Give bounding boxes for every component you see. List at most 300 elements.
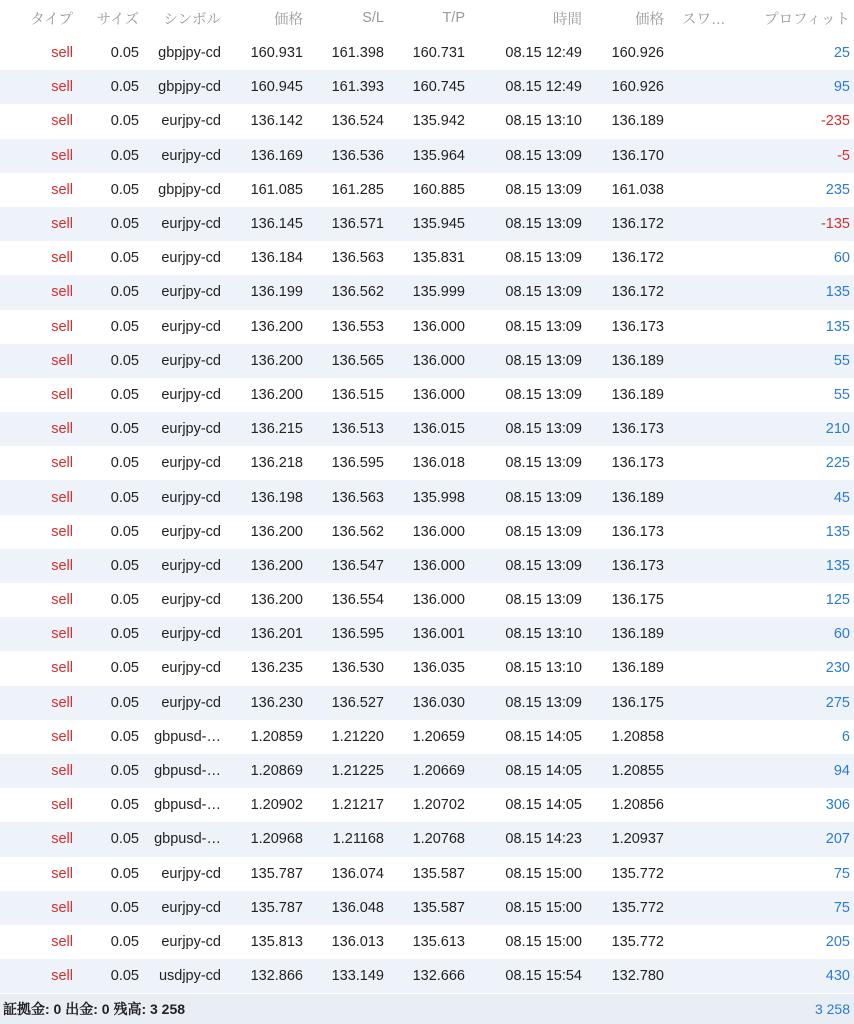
- table-row[interactable]: [0, 275, 854, 309]
- position-type: sell: [51, 797, 73, 814]
- current-price: 136.172: [611, 250, 664, 267]
- take-profit: 136.000: [412, 352, 465, 369]
- table-row[interactable]: [0, 378, 854, 412]
- position-size: 0.05: [110, 523, 139, 540]
- stop-loss: 136.565: [331, 352, 384, 369]
- position-size: 0.05: [110, 865, 139, 882]
- open-time: 08.15 12:49: [505, 45, 582, 62]
- table-row[interactable]: [0, 446, 854, 480]
- account-summary: 証拠金: 0 出金: 0 残高: 3 258: [3, 1001, 186, 1017]
- open-price: 135.787: [250, 865, 303, 882]
- current-price: 136.172: [611, 284, 664, 301]
- current-price: 136.170: [611, 147, 664, 164]
- position-swap: [668, 241, 732, 275]
- position-profit: 6: [841, 728, 850, 745]
- take-profit: 136.000: [412, 592, 465, 609]
- position-profit: -135: [820, 216, 850, 233]
- stop-loss: 136.048: [331, 899, 384, 916]
- position-type: sell: [51, 147, 73, 164]
- position-size: 0.05: [110, 113, 139, 130]
- position-profit: 135: [825, 523, 850, 540]
- position-swap: [668, 446, 732, 480]
- open-price: 136.199: [250, 284, 303, 301]
- table-row[interactable]: [0, 104, 854, 138]
- current-price: 135.772: [611, 899, 664, 916]
- header-swap[interactable]: スワ…: [682, 11, 726, 28]
- position-profit: 135: [825, 284, 850, 301]
- stop-loss: 136.513: [331, 421, 384, 438]
- position-symbol: gbpusd-…: [154, 728, 221, 745]
- open-price: 160.931: [250, 45, 303, 62]
- take-profit: 135.587: [412, 899, 465, 916]
- take-profit: 160.885: [412, 181, 465, 198]
- position-profit: 306: [825, 797, 850, 814]
- position-swap: [668, 207, 732, 241]
- position-symbol: eurjpy-cd: [161, 523, 221, 540]
- take-profit: 1.20659: [412, 728, 465, 745]
- position-profit: 210: [825, 421, 850, 438]
- take-profit: 136.001: [412, 626, 465, 643]
- table-row[interactable]: [0, 412, 854, 446]
- position-symbol: eurjpy-cd: [161, 386, 221, 403]
- table-row[interactable]: [0, 70, 854, 104]
- stop-loss: 136.562: [331, 284, 384, 301]
- position-swap: [668, 275, 732, 309]
- position-swap: [668, 515, 732, 549]
- current-price: 1.20858: [611, 728, 664, 745]
- position-size: 0.05: [110, 660, 139, 677]
- take-profit: 1.20669: [412, 763, 465, 780]
- position-symbol: eurjpy-cd: [161, 318, 221, 335]
- position-size: 0.05: [110, 489, 139, 506]
- current-price: 136.189: [611, 113, 664, 130]
- stop-loss: 136.595: [331, 455, 384, 472]
- position-type: sell: [51, 694, 73, 711]
- current-price: 132.780: [611, 968, 664, 985]
- open-price: 1.20859: [250, 728, 303, 745]
- position-symbol: gbpusd-…: [154, 763, 221, 780]
- open-time: 08.15 13:09: [505, 557, 582, 574]
- position-size: 0.05: [110, 592, 139, 609]
- position-profit: 55: [833, 386, 850, 403]
- current-price: 136.175: [611, 592, 664, 609]
- take-profit: 136.000: [412, 386, 465, 403]
- position-profit: 230: [825, 660, 850, 677]
- table-row[interactable]: [0, 583, 854, 617]
- header-sl[interactable]: S/L: [362, 10, 384, 26]
- open-price: 136.184: [250, 250, 303, 267]
- table-row[interactable]: [0, 480, 854, 514]
- position-symbol: eurjpy-cd: [161, 421, 221, 438]
- position-size: 0.05: [110, 352, 139, 369]
- position-swap: [668, 139, 732, 173]
- position-type: sell: [51, 968, 73, 985]
- table-row[interactable]: [0, 891, 854, 925]
- table-row[interactable]: [0, 754, 854, 788]
- position-symbol: gbpjpy-cd: [158, 181, 221, 198]
- position-profit: 430: [825, 968, 850, 985]
- stop-loss: 136.595: [331, 626, 384, 643]
- table-row[interactable]: [0, 959, 854, 993]
- open-time: 08.15 12:49: [505, 79, 582, 96]
- position-profit: 205: [825, 933, 850, 950]
- stop-loss: 136.553: [331, 318, 384, 335]
- take-profit: 160.745: [412, 79, 465, 96]
- take-profit: 135.945: [412, 216, 465, 233]
- position-swap: [668, 651, 732, 685]
- take-profit: 135.998: [412, 489, 465, 506]
- position-swap: [668, 310, 732, 344]
- account-summary-bar: [0, 994, 854, 1024]
- position-swap: [668, 891, 732, 925]
- stop-loss: 136.563: [331, 489, 384, 506]
- position-type: sell: [51, 489, 73, 506]
- position-swap: [668, 925, 732, 959]
- position-type: sell: [51, 763, 73, 780]
- position-swap: [668, 686, 732, 720]
- open-price: 136.235: [250, 660, 303, 677]
- take-profit: 135.964: [412, 147, 465, 164]
- open-time: 08.15 13:09: [505, 318, 582, 335]
- open-price: 136.230: [250, 694, 303, 711]
- position-type: sell: [51, 181, 73, 198]
- position-symbol: eurjpy-cd: [161, 933, 221, 950]
- stop-loss: 136.563: [331, 250, 384, 267]
- position-profit: 275: [825, 694, 850, 711]
- take-profit: 136.015: [412, 421, 465, 438]
- open-time: 08.15 13:09: [505, 523, 582, 540]
- position-size: 0.05: [110, 284, 139, 301]
- position-size: 0.05: [110, 933, 139, 950]
- position-swap: [668, 70, 732, 104]
- position-size: 0.05: [110, 147, 139, 164]
- position-size: 0.05: [110, 797, 139, 814]
- take-profit: 132.666: [412, 968, 465, 985]
- position-profit: -5: [837, 147, 850, 164]
- position-profit: 235: [825, 181, 850, 198]
- position-type: sell: [51, 45, 73, 62]
- open-price: 1.20902: [250, 797, 303, 814]
- position-size: 0.05: [110, 421, 139, 438]
- header-time[interactable]: 時間: [553, 11, 582, 28]
- current-price: 135.772: [611, 865, 664, 882]
- position-swap: [668, 173, 732, 207]
- position-swap: [668, 344, 732, 378]
- take-profit: 136.030: [412, 694, 465, 711]
- take-profit: 136.000: [412, 523, 465, 540]
- position-type: sell: [51, 284, 73, 301]
- position-size: 0.05: [110, 763, 139, 780]
- take-profit: 135.613: [412, 933, 465, 950]
- open-time: 08.15 15:00: [505, 899, 582, 916]
- position-swap: [668, 480, 732, 514]
- position-type: sell: [51, 557, 73, 574]
- current-price: 136.173: [611, 455, 664, 472]
- stop-loss: 161.393: [331, 79, 384, 96]
- position-swap: [668, 857, 732, 891]
- open-time: 08.15 13:09: [505, 284, 582, 301]
- position-symbol: eurjpy-cd: [161, 216, 221, 233]
- position-type: sell: [51, 899, 73, 916]
- open-price: 136.200: [250, 523, 303, 540]
- current-price: 160.926: [611, 79, 664, 96]
- open-price: 136.142: [250, 113, 303, 130]
- table-row[interactable]: [0, 549, 854, 583]
- table-row[interactable]: [0, 925, 854, 959]
- position-profit: 55: [833, 352, 850, 369]
- position-size: 0.05: [110, 250, 139, 267]
- position-symbol: eurjpy-cd: [161, 660, 221, 677]
- take-profit: 136.035: [412, 660, 465, 677]
- position-symbol: eurjpy-cd: [161, 284, 221, 301]
- stop-loss: 136.554: [331, 592, 384, 609]
- open-time: 08.15 14:23: [505, 831, 582, 848]
- open-price: 136.200: [250, 352, 303, 369]
- take-profit: 136.018: [412, 455, 465, 472]
- stop-loss: 136.571: [331, 216, 384, 233]
- position-symbol: eurjpy-cd: [161, 147, 221, 164]
- stop-loss: 136.530: [331, 660, 384, 677]
- take-profit: 135.999: [412, 284, 465, 301]
- position-type: sell: [51, 352, 73, 369]
- position-swap: [668, 754, 732, 788]
- header-profit[interactable]: プロフィット: [764, 11, 850, 28]
- table-row[interactable]: [0, 651, 854, 685]
- open-time: 08.15 15:00: [505, 865, 582, 882]
- stop-loss: 1.21168: [332, 831, 384, 848]
- position-size: 0.05: [110, 181, 139, 198]
- position-profit: 25: [833, 45, 850, 62]
- header-type[interactable]: タイプ: [30, 11, 73, 28]
- position-swap: [668, 788, 732, 822]
- open-price: 136.218: [250, 455, 303, 472]
- position-profit: 45: [833, 489, 850, 506]
- open-price: 161.085: [250, 181, 303, 198]
- open-price: 1.20968: [250, 831, 303, 848]
- header-symbol[interactable]: シンボル: [163, 11, 221, 28]
- header-price[interactable]: 価格: [274, 11, 303, 28]
- position-size: 0.05: [110, 968, 139, 985]
- position-symbol: gbpjpy-cd: [158, 45, 221, 62]
- position-type: sell: [51, 865, 73, 882]
- position-swap: [668, 549, 732, 583]
- position-profit: 60: [833, 626, 850, 643]
- position-profit: 135: [825, 318, 850, 335]
- table-row[interactable]: [0, 857, 854, 891]
- position-profit: 207: [825, 831, 850, 848]
- position-type: sell: [51, 113, 73, 130]
- position-type: sell: [51, 660, 73, 677]
- open-price: 136.201: [250, 626, 303, 643]
- stop-loss: 136.013: [331, 933, 384, 950]
- open-time: 08.15 13:09: [505, 455, 582, 472]
- position-profit: 225: [825, 455, 850, 472]
- current-price: 1.20937: [611, 831, 664, 848]
- open-time: 08.15 14:05: [505, 728, 582, 745]
- position-type: sell: [51, 728, 73, 745]
- open-time: 08.15 13:09: [505, 386, 582, 403]
- open-price: 136.169: [250, 147, 303, 164]
- position-swap: [668, 822, 732, 856]
- current-price: 136.173: [611, 318, 664, 335]
- stop-loss: 161.285: [331, 181, 384, 198]
- table-row[interactable]: [0, 720, 854, 754]
- position-size: 0.05: [110, 831, 139, 848]
- open-time: 08.15 13:09: [505, 250, 582, 267]
- open-time: 08.15 13:09: [505, 181, 582, 198]
- position-swap: [668, 36, 732, 70]
- stop-loss: 1.21220: [331, 728, 384, 745]
- current-price: 136.189: [611, 626, 664, 643]
- position-type: sell: [51, 421, 73, 438]
- position-symbol: eurjpy-cd: [161, 455, 221, 472]
- position-symbol: eurjpy-cd: [161, 557, 221, 574]
- position-size: 0.05: [110, 694, 139, 711]
- open-time: 08.15 13:09: [505, 147, 582, 164]
- position-symbol: gbpusd-…: [154, 831, 221, 848]
- position-profit: 125: [825, 592, 850, 609]
- table-row[interactable]: [0, 207, 854, 241]
- table-row[interactable]: [0, 173, 854, 207]
- position-profit: 135: [825, 557, 850, 574]
- open-price: 136.200: [250, 386, 303, 403]
- take-profit: 135.942: [412, 113, 465, 130]
- position-symbol: eurjpy-cd: [161, 899, 221, 916]
- position-size: 0.05: [110, 45, 139, 62]
- position-type: sell: [51, 933, 73, 950]
- position-profit: 94: [833, 763, 850, 780]
- open-price: 136.145: [250, 216, 303, 233]
- current-price: 1.20855: [611, 763, 664, 780]
- position-size: 0.05: [110, 318, 139, 335]
- position-swap: [668, 412, 732, 446]
- current-price: 161.038: [611, 181, 664, 198]
- take-profit: 135.587: [412, 865, 465, 882]
- position-symbol: gbpjpy-cd: [158, 79, 221, 96]
- position-size: 0.05: [110, 216, 139, 233]
- stop-loss: 136.524: [331, 113, 384, 130]
- position-symbol: eurjpy-cd: [161, 250, 221, 267]
- take-profit: 135.831: [412, 250, 465, 267]
- current-price: 136.175: [611, 694, 664, 711]
- table-row[interactable]: [0, 788, 854, 822]
- position-symbol: eurjpy-cd: [161, 865, 221, 882]
- position-size: 0.05: [110, 557, 139, 574]
- open-time: 08.15 15:54: [505, 968, 582, 985]
- table-row[interactable]: [0, 515, 854, 549]
- table-row[interactable]: [0, 686, 854, 720]
- position-swap: [668, 104, 732, 138]
- open-price: 136.215: [250, 421, 303, 438]
- current-price: 136.189: [611, 352, 664, 369]
- position-type: sell: [51, 250, 73, 267]
- open-time: 08.15 15:00: [505, 933, 582, 950]
- stop-loss: 136.515: [331, 386, 384, 403]
- open-price: 132.866: [250, 968, 303, 985]
- take-profit: 136.000: [412, 318, 465, 335]
- header-current-price[interactable]: 価格: [635, 11, 664, 28]
- stop-loss: 136.527: [331, 694, 384, 711]
- open-price: 135.813: [250, 933, 303, 950]
- open-time: 08.15 14:05: [505, 763, 582, 780]
- take-profit: 136.000: [412, 557, 465, 574]
- position-type: sell: [51, 455, 73, 472]
- stop-loss: 1.21225: [331, 763, 384, 780]
- open-price: 136.200: [250, 592, 303, 609]
- table-row[interactable]: [0, 617, 854, 651]
- open-price: 136.200: [250, 557, 303, 574]
- header-tp[interactable]: T/P: [442, 10, 465, 26]
- table-row[interactable]: [0, 822, 854, 856]
- position-symbol: usdjpy-cd: [158, 968, 221, 985]
- open-price: 1.20869: [250, 763, 303, 780]
- position-type: sell: [51, 592, 73, 609]
- open-price: 136.200: [250, 318, 303, 335]
- position-profit: -235: [820, 113, 850, 130]
- stop-loss: 1.21217: [331, 797, 384, 814]
- position-profit: 75: [833, 899, 850, 916]
- open-time: 08.15 14:05: [505, 797, 582, 814]
- table-row[interactable]: [0, 310, 854, 344]
- current-price: 136.189: [611, 660, 664, 677]
- table-row[interactable]: [0, 344, 854, 378]
- open-price: 160.945: [250, 79, 303, 96]
- stop-loss: 161.398: [331, 45, 384, 62]
- position-type: sell: [51, 831, 73, 848]
- open-price: 135.787: [250, 899, 303, 916]
- table-row[interactable]: [0, 241, 854, 275]
- table-row[interactable]: [0, 139, 854, 173]
- open-time: 08.15 13:10: [505, 626, 582, 643]
- current-price: 136.172: [611, 216, 664, 233]
- current-price: 1.20856: [611, 797, 664, 814]
- position-swap: [668, 959, 732, 993]
- stop-loss: 136.547: [331, 557, 384, 574]
- stop-loss: 136.074: [331, 865, 384, 882]
- position-size: 0.05: [110, 455, 139, 472]
- open-time: 08.15 13:10: [505, 113, 582, 130]
- position-swap: [668, 617, 732, 651]
- current-price: 135.772: [611, 933, 664, 950]
- current-price: 136.173: [611, 421, 664, 438]
- open-time: 08.15 13:09: [505, 216, 582, 233]
- table-row[interactable]: [0, 36, 854, 70]
- position-size: 0.05: [110, 626, 139, 643]
- table-body: [0, 36, 854, 993]
- open-time: 08.15 13:10: [505, 660, 582, 677]
- open-time: 08.15 13:09: [505, 694, 582, 711]
- header-size[interactable]: サイズ: [96, 11, 139, 28]
- open-time: 08.15 13:09: [505, 421, 582, 438]
- position-symbol: eurjpy-cd: [161, 626, 221, 643]
- position-type: sell: [51, 318, 73, 335]
- position-type: sell: [51, 626, 73, 643]
- position-swap: [668, 378, 732, 412]
- position-symbol: eurjpy-cd: [161, 352, 221, 369]
- position-symbol: eurjpy-cd: [161, 113, 221, 130]
- open-time: 08.15 13:09: [505, 489, 582, 506]
- position-type: sell: [51, 216, 73, 233]
- position-swap: [668, 720, 732, 754]
- take-profit: 1.20702: [412, 797, 465, 814]
- position-type: sell: [51, 523, 73, 540]
- position-profit: 60: [833, 250, 850, 267]
- current-price: 160.926: [611, 45, 664, 62]
- position-type: sell: [51, 79, 73, 96]
- table-header: [0, 0, 854, 36]
- position-profit: 95: [833, 79, 850, 96]
- position-type: sell: [51, 386, 73, 403]
